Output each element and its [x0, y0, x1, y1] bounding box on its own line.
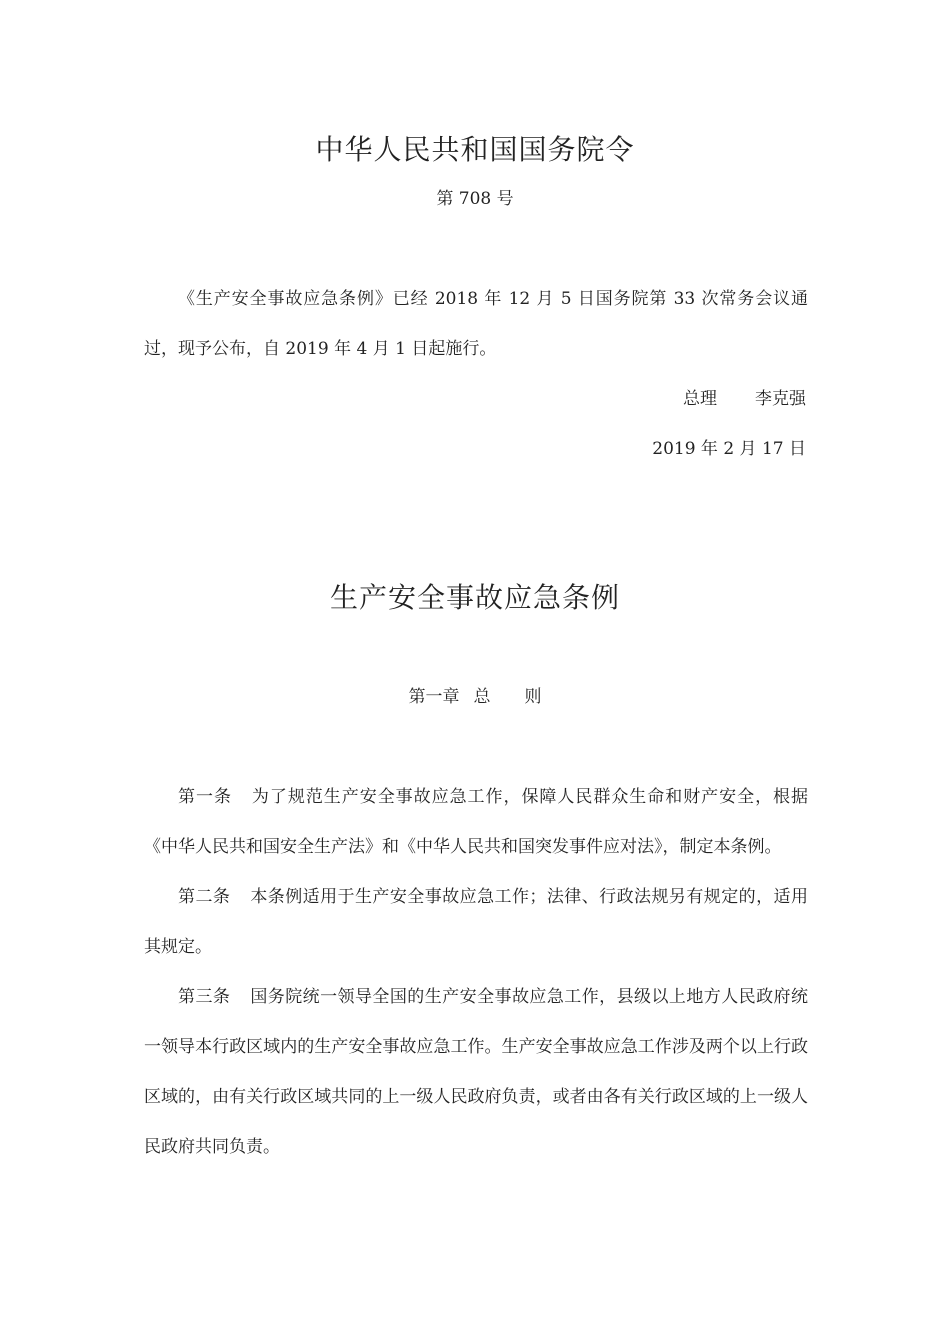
article-text: 为了规范生产安全事故应急工作，保障人民群众生命和财产安全，根据《中华人民共和国安全生产法》和《中华人民共和国突发事件应对法》，制定本条例。: [144, 787, 809, 857]
signer-name: 李克强: [755, 389, 806, 409]
decree-title: 中华人民共和国国务院令: [315, 133, 635, 166]
chapter-heading: [0, 684, 950, 710]
signer-title: 总理: [683, 389, 717, 409]
decree-number: 第 708 号: [436, 189, 514, 209]
signature: [683, 386, 806, 412]
article-2: [144, 872, 808, 972]
articles-block: [144, 772, 808, 1172]
article-text: 本条例适用于生产安全事故应急工作；法律、行政法规另有规定的，适用其规定。: [144, 887, 809, 957]
article-3: [144, 972, 808, 1172]
announcement-paragraph: 《生产安全事故应急条例》已经 2018 年 12 月 5 日国务院第 33 次常务会议通过，现予公布，自 2019 年 4 月 1 日起施行。: [144, 289, 808, 359]
article-number: 第三条: [178, 987, 231, 1007]
chapter-name-part2: 则: [524, 687, 542, 707]
regulation-title: 生产安全事故应急条例: [329, 581, 620, 614]
signing-date: 2019 年 2 月 17 日: [652, 439, 806, 459]
article-text: 国务院统一领导全国的生产安全事故应急工作，县级以上地方人民政府统一领导本行政区域内的生产安全事故应急工作。生产安全事故应急工作涉及两个以上行政区域的，由有关行政区域共同的上一级人民政府负责，或者由各有关行政区域的上一级人民政府共同负责。: [144, 987, 809, 1157]
article-1: [144, 772, 808, 872]
article-number: 第二条: [178, 887, 231, 907]
article-number: 第一条: [178, 787, 232, 807]
announcement-block: [144, 274, 808, 374]
chapter-name-part1: 总: [473, 687, 491, 707]
chapter-number: 第一章: [408, 687, 460, 707]
